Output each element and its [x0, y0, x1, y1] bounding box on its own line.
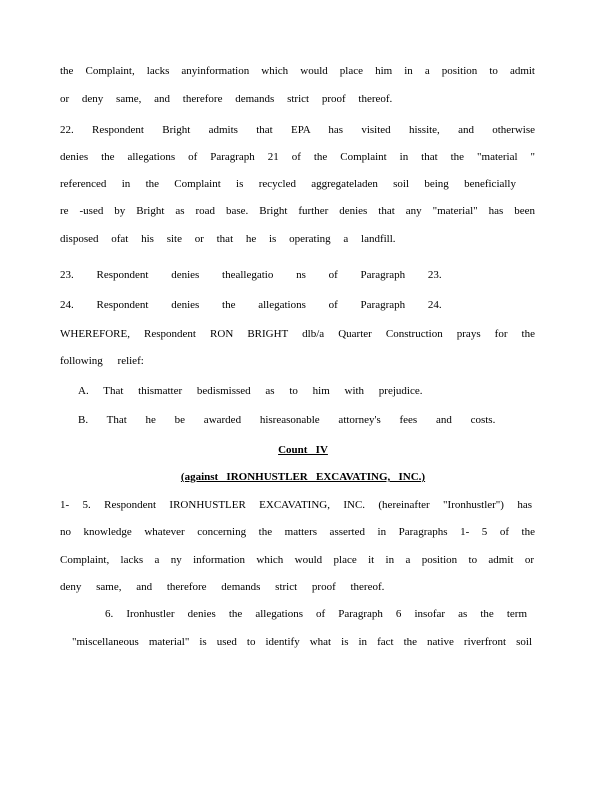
count-heading: Count IV — [278, 444, 328, 456]
wherefore-line: WHEREFORE, Respondent RON BRIGHT dlb/a Quarter Construction prays for the — [60, 328, 535, 340]
paragraph-line: "miscellaneous material" is used to identify what is in fact the native riverfront soil — [72, 636, 532, 648]
paragraph-line: or deny same, and therefore demands strict proof thereof. — [60, 93, 393, 105]
paragraph-line: Complaint, lacks a ny information which would place it in a position to admit or — [60, 554, 534, 566]
paragraph-line: re -used by Bright as road base. Bright further denies that any "material" has been — [60, 205, 535, 217]
paragraph-line: no knowledge whatever concerning the matters asserted in Paragraphs 1- 5 of the — [60, 526, 535, 538]
paragraph-22-line: 22. Respondent Bright admits that EPA has visited hissite, and otherwise — [60, 124, 535, 136]
relief-item-b: B. That he be awarded hisreasonable attorney's fees and costs. — [78, 414, 496, 426]
paragraph-23-line: 23. Respondent denies theallegatio ns of Paragraph 23. — [60, 269, 442, 281]
paragraph-line: the Complaint, lacks anyinformation which would place him in a position to admit — [60, 65, 535, 77]
paragraph-1-5-line: 1- 5. Respondent IRONHUSTLER EXCAVATING, INC. (hereinafter "Ironhustler") has — [60, 499, 532, 511]
count-subheading: (against IRONHUSTLER EXCAVATING, INC.) — [180, 471, 426, 483]
relief-item-a: A. That thismatter bedismissed as to him with prejudice. — [78, 385, 423, 397]
paragraph-line: disposed ofat his site or that he is operating a landfill. — [60, 233, 396, 245]
paragraph-line: deny same, and therefore demands strict proof thereof. — [60, 581, 385, 593]
paragraph-24-line: 24. Respondent denies the allegations of Paragraph 24. — [60, 299, 442, 311]
paragraph-line: following relief: — [60, 355, 144, 367]
paragraph-line: denies the allegations of Paragraph 21 of the Complaint in that the "material " — [60, 151, 535, 163]
paragraph-line: referenced in the Complaint is recycled aggregateladen soil being beneficially — [60, 178, 516, 190]
paragraph-6-line: 6. Ironhustler denies the allegations of Paragraph 6 insofar as the term — [105, 608, 527, 620]
